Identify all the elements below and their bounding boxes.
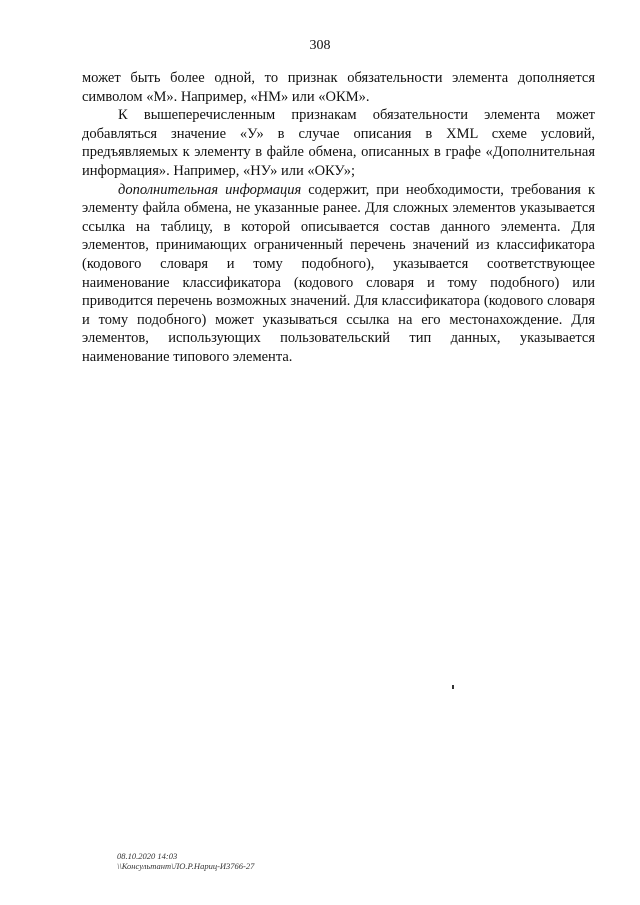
additional-info-text: содержит, при необходимости, требования к элементу файла обмена, не указанные ранее. Для сложных элементов указывается ссылка на таблицу, в которой описывается состав данного элемента. Для элементов, принимающих ограниченный перечень значений из классификатора (кодового словаря и тому подобного), указывается соответствующее наименование классификатора (кодового словаря и тому подобного) или приводится перечень возможных значений. Для классификатора (кодового словаря и тому подобного) может указываться ссылка на его местонахождение. Для элементов, использующих пользовательский тип данных, указывается наименование типового элемента. bbox=[82, 181, 595, 365]
body-text bbox=[82, 69, 595, 367]
page-number: 308 bbox=[309, 38, 331, 53]
term-additional-info: дополнительная информация bbox=[118, 181, 302, 198]
footer-file-path: \\Консультант\ЛО.Р.Нариц-И3766-27 bbox=[117, 861, 255, 871]
footer-stamp bbox=[117, 851, 254, 871]
scan-speck bbox=[452, 685, 454, 689]
paragraph-additional-info bbox=[82, 181, 595, 367]
paragraph-mandatory-flag: К вышеперечисленным признакам обязательности элемента может добавляться значение «У» в случае описания в XML схеме условий, предъявляемых к элементу в файле обмена, описанных в графе «Дополнительная информация». Например, «НУ» или «ОКУ»; bbox=[82, 107, 595, 179]
paragraph-continuation: может быть более одной, то признак обязательности элемента дополняется символом «М». Например, «НМ» или «ОКМ». bbox=[82, 70, 595, 105]
footer-timestamp: 08.10.2020 14:03 bbox=[117, 851, 178, 861]
